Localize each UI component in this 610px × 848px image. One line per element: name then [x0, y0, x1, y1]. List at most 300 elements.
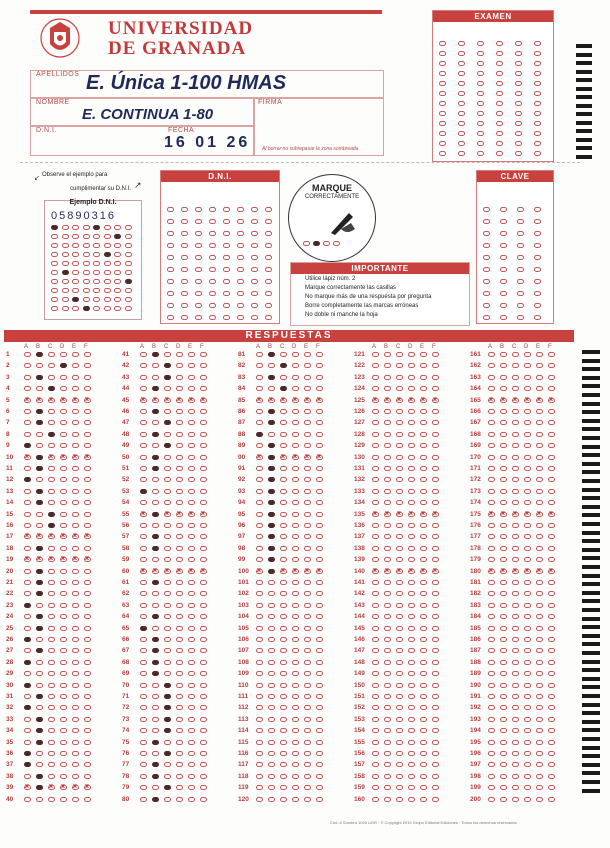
answer-bubble[interactable] — [256, 637, 263, 642]
answer-bubble[interactable] — [548, 420, 555, 425]
answer-bubble[interactable] — [536, 500, 543, 505]
examen-bubble[interactable] — [477, 81, 484, 86]
answer-bubble[interactable] — [48, 626, 55, 631]
answer-bubble[interactable] — [408, 740, 415, 745]
answer-bubble[interactable] — [200, 375, 207, 380]
examen-bubble[interactable] — [534, 71, 541, 76]
answer-bubble[interactable] — [316, 512, 323, 517]
answer-bubble[interactable] — [432, 728, 439, 733]
clave-bubble[interactable] — [483, 303, 490, 308]
answer-bubble[interactable] — [500, 477, 507, 482]
answer-bubble[interactable] — [256, 409, 263, 414]
answer-bubble[interactable] — [408, 489, 415, 494]
answer-bubble[interactable] — [420, 614, 427, 619]
answer-bubble[interactable] — [152, 591, 159, 596]
answer-bubble[interactable] — [316, 477, 323, 482]
answer-grid[interactable] — [4, 344, 574, 818]
answer-bubble[interactable] — [176, 420, 183, 425]
answer-bubble[interactable] — [372, 455, 379, 460]
answer-bubble[interactable] — [420, 466, 427, 471]
examen-bubble[interactable] — [534, 51, 541, 56]
answer-bubble[interactable] — [188, 705, 195, 710]
answer-bubble[interactable] — [164, 648, 171, 653]
clave-bubble[interactable] — [517, 219, 524, 224]
answer-bubble[interactable] — [304, 443, 311, 448]
answer-bubble[interactable] — [512, 774, 519, 779]
answer-bubble[interactable] — [304, 352, 311, 357]
answer-bubble[interactable] — [60, 432, 67, 437]
answer-bubble[interactable] — [372, 477, 379, 482]
examen-bubble[interactable] — [477, 141, 484, 146]
answer-bubble[interactable] — [536, 671, 543, 676]
dni-bubble[interactable] — [251, 207, 258, 212]
answer-bubble[interactable] — [164, 432, 171, 437]
answer-bubble[interactable] — [152, 797, 159, 802]
answer-bubble[interactable] — [304, 740, 311, 745]
answer-bubble[interactable] — [420, 637, 427, 642]
answer-bubble[interactable] — [140, 614, 147, 619]
answer-bubble[interactable] — [524, 375, 531, 380]
answer-bubble[interactable] — [176, 432, 183, 437]
answer-bubble[interactable] — [536, 546, 543, 551]
answer-bubble[interactable] — [24, 614, 31, 619]
answer-bubble[interactable] — [500, 683, 507, 688]
clave-bubble[interactable] — [517, 303, 524, 308]
dni-bubble[interactable] — [209, 279, 216, 284]
answer-bubble[interactable] — [268, 432, 275, 437]
answer-bubble[interactable] — [84, 546, 91, 551]
examen-bubble[interactable] — [458, 81, 465, 86]
answer-bubble[interactable] — [488, 740, 495, 745]
answer-bubble[interactable] — [304, 774, 311, 779]
answer-bubble[interactable] — [292, 500, 299, 505]
answer-bubble[interactable] — [304, 728, 311, 733]
answer-bubble[interactable] — [200, 386, 207, 391]
answer-bubble[interactable] — [280, 648, 287, 653]
answer-bubble[interactable] — [408, 717, 415, 722]
answer-bubble[interactable] — [24, 648, 31, 653]
dni-bubble[interactable] — [167, 207, 174, 212]
answer-bubble[interactable] — [500, 785, 507, 790]
examen-bubble[interactable] — [477, 101, 484, 106]
answer-bubble[interactable] — [256, 546, 263, 551]
answer-bubble[interactable] — [24, 580, 31, 585]
answer-bubble[interactable] — [408, 500, 415, 505]
answer-bubble[interactable] — [500, 705, 507, 710]
answer-bubble[interactable] — [304, 717, 311, 722]
answer-bubble[interactable] — [48, 762, 55, 767]
answer-bubble[interactable] — [536, 363, 543, 368]
answer-bubble[interactable] — [432, 671, 439, 676]
dni-bubble[interactable] — [167, 291, 174, 296]
answer-bubble[interactable] — [188, 774, 195, 779]
answer-bubble[interactable] — [488, 477, 495, 482]
answer-bubble[interactable] — [304, 660, 311, 665]
answer-bubble[interactable] — [60, 637, 67, 642]
answer-bubble[interactable] — [316, 797, 323, 802]
answer-bubble[interactable] — [280, 705, 287, 710]
answer-bubble[interactable] — [256, 375, 263, 380]
answer-bubble[interactable] — [524, 751, 531, 756]
answer-bubble[interactable] — [408, 580, 415, 585]
answer-bubble[interactable] — [372, 443, 379, 448]
answer-bubble[interactable] — [524, 352, 531, 357]
answer-bubble[interactable] — [60, 569, 67, 574]
answer-bubble[interactable] — [408, 466, 415, 471]
answer-bubble[interactable] — [256, 671, 263, 676]
answer-bubble[interactable] — [536, 785, 543, 790]
clave-bubble[interactable] — [517, 231, 524, 236]
examen-bubble[interactable] — [534, 121, 541, 126]
answer-bubble[interactable] — [500, 409, 507, 414]
answer-bubble[interactable] — [84, 603, 91, 608]
answer-bubble[interactable] — [268, 774, 275, 779]
answer-bubble[interactable] — [256, 580, 263, 585]
answer-bubble[interactable] — [60, 797, 67, 802]
answer-bubble[interactable] — [372, 774, 379, 779]
answer-bubble[interactable] — [256, 740, 263, 745]
answer-bubble[interactable] — [536, 432, 543, 437]
answer-bubble[interactable] — [140, 626, 147, 631]
answer-bubble[interactable] — [48, 717, 55, 722]
answer-bubble[interactable] — [200, 523, 207, 528]
dni-bubble[interactable] — [265, 303, 272, 308]
answer-bubble[interactable] — [384, 614, 391, 619]
answer-bubble[interactable] — [280, 660, 287, 665]
answer-bubble[interactable] — [500, 432, 507, 437]
answer-bubble[interactable] — [72, 352, 79, 357]
answer-bubble[interactable] — [152, 762, 159, 767]
answer-bubble[interactable] — [512, 557, 519, 562]
examen-bubble[interactable] — [439, 71, 446, 76]
answer-bubble[interactable] — [396, 443, 403, 448]
answer-bubble[interactable] — [60, 477, 67, 482]
answer-bubble[interactable] — [316, 534, 323, 539]
answer-bubble[interactable] — [536, 477, 543, 482]
answer-bubble[interactable] — [140, 363, 147, 368]
answer-bubble[interactable] — [60, 523, 67, 528]
answer-bubble[interactable] — [188, 523, 195, 528]
answer-bubble[interactable] — [408, 557, 415, 562]
answer-bubble[interactable] — [420, 375, 427, 380]
answer-bubble[interactable] — [432, 762, 439, 767]
answer-bubble[interactable] — [140, 409, 147, 414]
answer-bubble[interactable] — [292, 671, 299, 676]
answer-bubble[interactable] — [200, 762, 207, 767]
answer-bubble[interactable] — [408, 637, 415, 642]
answer-bubble[interactable] — [500, 740, 507, 745]
answer-bubble[interactable] — [396, 455, 403, 460]
answer-bubble[interactable] — [488, 443, 495, 448]
examen-bubble[interactable] — [439, 121, 446, 126]
answer-bubble[interactable] — [548, 751, 555, 756]
answer-bubble[interactable] — [432, 717, 439, 722]
answer-bubble[interactable] — [512, 671, 519, 676]
dni-bubble[interactable] — [237, 279, 244, 284]
answer-bubble[interactable] — [396, 375, 403, 380]
answer-bubble[interactable] — [176, 363, 183, 368]
answer-bubble[interactable] — [48, 569, 55, 574]
dni-bubble[interactable] — [223, 303, 230, 308]
dni-bubble[interactable] — [167, 315, 174, 320]
answer-bubble[interactable] — [140, 648, 147, 653]
answer-bubble[interactable] — [500, 591, 507, 596]
answer-bubble[interactable] — [420, 489, 427, 494]
answer-bubble[interactable] — [316, 420, 323, 425]
examen-bubble[interactable] — [439, 131, 446, 136]
dni-bubble[interactable] — [223, 219, 230, 224]
answer-bubble[interactable] — [72, 705, 79, 710]
examen-bubble[interactable] — [496, 101, 503, 106]
answer-bubble[interactable] — [268, 363, 275, 368]
answer-bubble[interactable] — [36, 751, 43, 756]
answer-bubble[interactable] — [176, 614, 183, 619]
clave-bubble[interactable] — [483, 315, 490, 320]
answer-bubble[interactable] — [396, 534, 403, 539]
examen-bubble[interactable] — [515, 51, 522, 56]
dni-bubble[interactable] — [251, 315, 258, 320]
answer-bubble[interactable] — [256, 728, 263, 733]
answer-bubble[interactable] — [176, 740, 183, 745]
answer-bubble[interactable] — [36, 660, 43, 665]
answer-bubble[interactable] — [164, 455, 171, 460]
answer-bubble[interactable] — [316, 728, 323, 733]
answer-bubble[interactable] — [372, 728, 379, 733]
answer-bubble[interactable] — [152, 557, 159, 562]
answer-bubble[interactable] — [84, 740, 91, 745]
answer-bubble[interactable] — [316, 466, 323, 471]
answer-bubble[interactable] — [176, 534, 183, 539]
answer-bubble[interactable] — [500, 455, 507, 460]
answer-bubble[interactable] — [384, 603, 391, 608]
answer-bubble[interactable] — [280, 489, 287, 494]
examen-bubble[interactable] — [477, 71, 484, 76]
dni-bubble[interactable] — [195, 315, 202, 320]
answer-bubble[interactable] — [536, 557, 543, 562]
answer-bubble[interactable] — [372, 466, 379, 471]
answer-bubble[interactable] — [524, 774, 531, 779]
answer-bubble[interactable] — [524, 614, 531, 619]
answer-bubble[interactable] — [304, 762, 311, 767]
answer-bubble[interactable] — [84, 443, 91, 448]
answer-bubble[interactable] — [372, 797, 379, 802]
answer-bubble[interactable] — [24, 489, 31, 494]
answer-bubble[interactable] — [84, 477, 91, 482]
answer-bubble[interactable] — [292, 420, 299, 425]
answer-bubble[interactable] — [152, 626, 159, 631]
answer-bubble[interactable] — [432, 683, 439, 688]
answer-bubble[interactable] — [292, 443, 299, 448]
answer-bubble[interactable] — [384, 580, 391, 585]
answer-bubble[interactable] — [372, 523, 379, 528]
answer-bubble[interactable] — [384, 352, 391, 357]
examen-bubble[interactable] — [458, 141, 465, 146]
answer-bubble[interactable] — [488, 797, 495, 802]
answer-bubble[interactable] — [292, 603, 299, 608]
answer-bubble[interactable] — [140, 546, 147, 551]
answer-bubble[interactable] — [280, 626, 287, 631]
answer-bubble[interactable] — [176, 409, 183, 414]
answer-bubble[interactable] — [512, 352, 519, 357]
answer-bubble[interactable] — [372, 740, 379, 745]
answer-bubble[interactable] — [24, 523, 31, 528]
answer-bubble[interactable] — [420, 717, 427, 722]
answer-bubble[interactable] — [512, 591, 519, 596]
answer-bubble[interactable] — [200, 432, 207, 437]
examen-bubble[interactable] — [496, 131, 503, 136]
examen-bubble[interactable] — [477, 91, 484, 96]
answer-bubble[interactable] — [188, 420, 195, 425]
answer-bubble[interactable] — [72, 523, 79, 528]
answer-bubble[interactable] — [420, 443, 427, 448]
answer-bubble[interactable] — [420, 728, 427, 733]
answer-bubble[interactable] — [536, 728, 543, 733]
dni-bubble[interactable] — [195, 231, 202, 236]
answer-bubble[interactable] — [200, 455, 207, 460]
answer-bubble[interactable] — [548, 386, 555, 391]
answer-bubble[interactable] — [200, 603, 207, 608]
answer-bubble[interactable] — [152, 432, 159, 437]
answer-bubble[interactable] — [280, 523, 287, 528]
dni-bubble[interactable] — [181, 219, 188, 224]
answer-bubble[interactable] — [72, 762, 79, 767]
answer-bubble[interactable] — [188, 762, 195, 767]
answer-bubble[interactable] — [152, 728, 159, 733]
answer-bubble[interactable] — [396, 591, 403, 596]
answer-bubble[interactable] — [500, 523, 507, 528]
dni-bubble[interactable] — [181, 231, 188, 236]
answer-bubble[interactable] — [84, 386, 91, 391]
answer-bubble[interactable] — [536, 352, 543, 357]
answer-bubble[interactable] — [432, 432, 439, 437]
examen-bubble[interactable] — [515, 131, 522, 136]
answer-bubble[interactable] — [372, 591, 379, 596]
dni-bubble[interactable] — [265, 279, 272, 284]
answer-bubble[interactable] — [36, 705, 43, 710]
answer-bubble[interactable] — [280, 728, 287, 733]
answer-bubble[interactable] — [512, 751, 519, 756]
answer-bubble[interactable] — [60, 694, 67, 699]
answer-bubble[interactable] — [292, 705, 299, 710]
answer-bubble[interactable] — [256, 797, 263, 802]
answer-bubble[interactable] — [164, 683, 171, 688]
answer-bubble[interactable] — [164, 534, 171, 539]
answer-bubble[interactable] — [548, 443, 555, 448]
answer-bubble[interactable] — [512, 626, 519, 631]
examen-bubble[interactable] — [534, 151, 541, 156]
answer-bubble[interactable] — [60, 466, 67, 471]
answer-bubble[interactable] — [396, 637, 403, 642]
answer-bubble[interactable] — [548, 603, 555, 608]
answer-bubble[interactable] — [384, 660, 391, 665]
answer-bubble[interactable] — [188, 637, 195, 642]
answer-bubble[interactable] — [280, 363, 287, 368]
answer-bubble[interactable] — [72, 363, 79, 368]
answer-bubble[interactable] — [396, 762, 403, 767]
examen-bubble[interactable] — [458, 51, 465, 56]
answer-bubble[interactable] — [152, 455, 159, 460]
answer-bubble[interactable] — [512, 409, 519, 414]
answer-bubble[interactable] — [36, 432, 43, 437]
answer-bubble[interactable] — [48, 728, 55, 733]
examen-bubble[interactable] — [496, 91, 503, 96]
answer-bubble[interactable] — [408, 386, 415, 391]
examen-bubble[interactable] — [534, 41, 541, 46]
answer-bubble[interactable] — [500, 580, 507, 585]
answer-bubble[interactable] — [140, 797, 147, 802]
answer-bubble[interactable] — [292, 797, 299, 802]
answer-bubble[interactable] — [176, 557, 183, 562]
answer-bubble[interactable] — [176, 797, 183, 802]
dni-bubble[interactable] — [265, 207, 272, 212]
answer-bubble[interactable] — [24, 751, 31, 756]
answer-bubble[interactable] — [396, 603, 403, 608]
answer-bubble[interactable] — [524, 386, 531, 391]
clave-bubble[interactable] — [483, 279, 490, 284]
dni-bubble[interactable] — [265, 231, 272, 236]
examen-bubble[interactable] — [477, 131, 484, 136]
answer-bubble[interactable] — [72, 603, 79, 608]
answer-bubble[interactable] — [488, 489, 495, 494]
answer-bubble[interactable] — [372, 546, 379, 551]
answer-bubble[interactable] — [256, 477, 263, 482]
examen-bubble[interactable] — [496, 81, 503, 86]
answer-bubble[interactable] — [384, 637, 391, 642]
answer-bubble[interactable] — [524, 443, 531, 448]
answer-bubble[interactable] — [256, 352, 263, 357]
answer-bubble[interactable] — [84, 512, 91, 517]
answer-bubble[interactable] — [316, 363, 323, 368]
clave-bubble[interactable] — [483, 231, 490, 236]
answer-bubble[interactable] — [536, 637, 543, 642]
answer-bubble[interactable] — [512, 477, 519, 482]
answer-bubble[interactable] — [48, 523, 55, 528]
answer-bubble[interactable] — [176, 580, 183, 585]
clave-bubble[interactable] — [483, 267, 490, 272]
answer-bubble[interactable] — [152, 717, 159, 722]
answer-bubble[interactable] — [432, 603, 439, 608]
answer-bubble[interactable] — [36, 443, 43, 448]
answer-bubble[interactable] — [420, 785, 427, 790]
dni-bubble[interactable] — [195, 219, 202, 224]
answer-bubble[interactable] — [408, 626, 415, 631]
answer-bubble[interactable] — [384, 648, 391, 653]
answer-bubble[interactable] — [488, 774, 495, 779]
answer-bubble[interactable] — [512, 375, 519, 380]
answer-bubble[interactable] — [60, 740, 67, 745]
answer-bubble[interactable] — [372, 660, 379, 665]
answer-bubble[interactable] — [200, 648, 207, 653]
examen-bubble[interactable] — [496, 151, 503, 156]
dni-bubble[interactable] — [167, 279, 174, 284]
answer-bubble[interactable] — [536, 580, 543, 585]
answer-bubble[interactable] — [176, 774, 183, 779]
answer-bubble[interactable] — [396, 660, 403, 665]
answer-bubble[interactable] — [512, 660, 519, 665]
answer-bubble[interactable] — [304, 580, 311, 585]
answer-bubble[interactable] — [268, 614, 275, 619]
answer-bubble[interactable] — [268, 671, 275, 676]
answer-bubble[interactable] — [372, 500, 379, 505]
answer-bubble[interactable] — [488, 717, 495, 722]
answer-bubble[interactable] — [200, 477, 207, 482]
answer-bubble[interactable] — [200, 751, 207, 756]
answer-bubble[interactable] — [268, 637, 275, 642]
answer-bubble[interactable] — [176, 591, 183, 596]
examen-bubble[interactable] — [439, 81, 446, 86]
answer-bubble[interactable] — [48, 614, 55, 619]
examen-bubble[interactable] — [534, 131, 541, 136]
